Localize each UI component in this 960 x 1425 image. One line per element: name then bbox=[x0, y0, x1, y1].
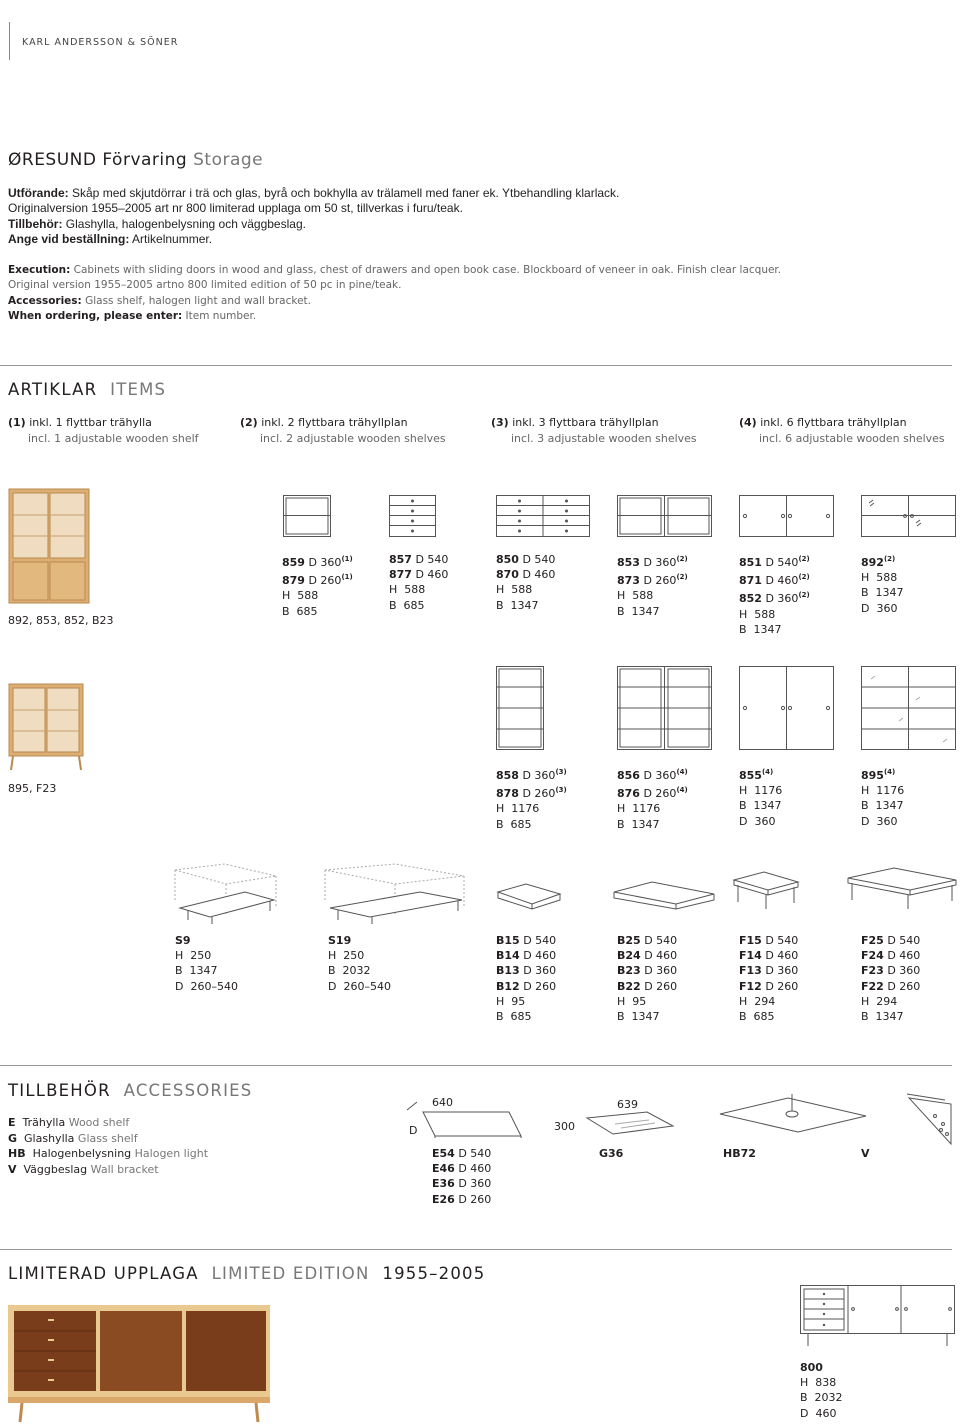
code-v bbox=[861, 1146, 870, 1161]
note-en: incl. 1 adjustable wooden shelf bbox=[28, 431, 199, 445]
spec-e: E54 D 540 E46 D 460 E36 D 360 E26 D 260 bbox=[432, 1147, 492, 1206]
accessories-heading-accent: ACCESSORIES bbox=[123, 1081, 253, 1100]
sv-label-ange: Ange vid beställning: bbox=[8, 232, 130, 247]
note-en: incl. 2 adjustable wooden shelves bbox=[260, 431, 446, 445]
code-hb72-label: HB72 bbox=[723, 1147, 756, 1160]
swedish-description bbox=[8, 186, 908, 248]
brand-name: KARL ANDERSSON & SÖNER bbox=[22, 37, 179, 48]
en-label-execution: Execution: bbox=[8, 264, 71, 276]
cabinet-856-drawing bbox=[617, 666, 712, 750]
en-text-2: Original version 1955–2005 artno 800 limited edition of 50 pc in pine/teak. bbox=[8, 279, 402, 292]
limited-heading-main: LIMITERAD UPPLAGA bbox=[8, 1264, 199, 1283]
code-v-label: V bbox=[861, 1147, 870, 1160]
note-1 bbox=[8, 415, 199, 446]
note-4 bbox=[739, 415, 945, 446]
legend-sv: Väggbeslag bbox=[23, 1162, 88, 1176]
accessories-legend bbox=[8, 1115, 208, 1177]
base-b25-drawing bbox=[612, 880, 716, 910]
legend-en: Halogen light bbox=[134, 1147, 209, 1160]
glass-cabinet-895-drawing bbox=[861, 666, 956, 750]
spec-f15-f12: F15 D 540 F14 D 460 F13 D 360 F12 D 260 H 294 B 685 bbox=[739, 934, 799, 1024]
spec-892: 892$^{(2)}$ H 588 B 1347 D 360 bbox=[861, 555, 904, 615]
spec-857-877: 857 D 540 877 D 460 H 588 B 685 bbox=[389, 553, 449, 612]
frame-f15-drawing bbox=[732, 868, 800, 910]
dim-640: 640 bbox=[432, 1096, 453, 1109]
section-rule bbox=[0, 1065, 952, 1066]
title-accent: Storage bbox=[193, 150, 264, 170]
spec-s9: S9 H 250 B 1347 D 260–540 bbox=[175, 934, 238, 993]
legend-sv: Halogenbelysning bbox=[32, 1147, 132, 1160]
dim-d: D bbox=[409, 1124, 418, 1137]
cabinet-855-drawing bbox=[739, 666, 834, 750]
limited-heading-years: 1955–2005 bbox=[382, 1264, 486, 1283]
en-text-3: Glass shelf, halogen light and wall bracket. bbox=[81, 294, 311, 307]
cabinet-895-photo bbox=[8, 683, 84, 771]
sv-text-4: Artikelnummer. bbox=[129, 232, 213, 247]
spec-850-870: 850 D 540 870 D 460 H 588 B 1347 bbox=[496, 553, 556, 612]
code-g36-label: G36 bbox=[599, 1147, 624, 1160]
section-rule bbox=[0, 365, 952, 366]
legend-item bbox=[8, 1115, 208, 1131]
spec-858-878: 858 D 360$^{(3)}$ 878 D 260$^{(3)}$ H 1176 B 685 bbox=[496, 768, 567, 831]
note-2 bbox=[240, 415, 446, 446]
dim-300: 300 bbox=[554, 1120, 575, 1133]
sv-label-tillbehor: Tillbehör: bbox=[8, 216, 63, 231]
dim-639: 639 bbox=[617, 1098, 638, 1111]
note-sv: inkl. 2 flyttbara trähyllplan bbox=[261, 416, 408, 429]
spec-851-871-852: 851 D 540$^{(2)}$ 871 D 460$^{(2)}$ 852 D 360$^{(2)}$ H 588 B 1347 bbox=[739, 555, 810, 636]
items-heading-main: ARTIKLAR bbox=[8, 380, 98, 399]
note-en: incl. 6 adjustable wooden shelves bbox=[759, 431, 945, 445]
legend-sv: Trähylla bbox=[22, 1116, 66, 1129]
en-text-4: Item number. bbox=[182, 310, 257, 323]
note-num: (2) bbox=[240, 416, 258, 429]
cabinet-853-drawing bbox=[617, 495, 712, 537]
spec-895: 895$^{(4)}$ H 1176 B 1347 D 360 bbox=[861, 768, 905, 828]
legend-code: E bbox=[8, 1116, 16, 1129]
note-num: (3) bbox=[491, 416, 509, 429]
items-heading bbox=[8, 380, 166, 399]
title-main: ØRESUND Förvaring bbox=[8, 150, 188, 170]
sideboard-800-drawing bbox=[800, 1285, 955, 1347]
sv-text-2: Originalversion 1955–2005 art nr 800 limiterad upplaga om 50 st, tillverkas i furu/teak. bbox=[8, 201, 463, 216]
legend-code: V bbox=[8, 1162, 17, 1176]
legend-en: Glass shelf bbox=[77, 1131, 138, 1145]
sv-label-utforande: Utförande: bbox=[8, 186, 69, 200]
limited-heading bbox=[8, 1264, 485, 1283]
en-label-ordering: When ordering, please enter: bbox=[8, 310, 183, 323]
accessories-heading bbox=[8, 1081, 252, 1100]
legend-en: Wood shelf bbox=[68, 1116, 130, 1129]
spec-853-873: 853 D 360$^{(2)}$ 873 D 260$^{(2)}$ H 588 B 1347 bbox=[617, 555, 688, 618]
section-rule bbox=[0, 1249, 952, 1250]
spec-b15-b12: B15 D 540 B14 D 460 B13 D 360 B12 D 260 H 95 B 685 bbox=[496, 934, 557, 1024]
bench-s9-drawing bbox=[170, 862, 282, 924]
english-description bbox=[8, 263, 908, 325]
en-label-accessories: Accessories: bbox=[8, 294, 82, 307]
legend-code: HB bbox=[8, 1147, 26, 1160]
spec-800: 800 H 838 B 2032 D 460 bbox=[800, 1361, 843, 1420]
cabinet-858-drawing bbox=[496, 666, 544, 750]
cabinet-851-drawing bbox=[739, 495, 834, 537]
legend-item bbox=[8, 1146, 208, 1162]
code-hb72 bbox=[723, 1146, 756, 1161]
legend-en: Wall bracket bbox=[90, 1162, 159, 1176]
note-num: (1) bbox=[8, 416, 26, 429]
en-text-1: Cabinets with sliding doors in wood and glass, chest of drawers and open book case. Blockboard of veneer in oak. Finish clear lacquer. bbox=[70, 264, 782, 276]
note-sv: inkl. 3 flyttbara trähyllplan bbox=[512, 416, 659, 429]
note-en: incl. 3 adjustable wooden shelves bbox=[511, 431, 697, 445]
accessories-heading-main: TILLBEHÖR bbox=[8, 1081, 111, 1100]
sv-text-1: Skåp med skjutdörrar i trä och glas, byrå och bokhylla av trälamell med faner ek. Ytbehandling klarlack. bbox=[68, 186, 620, 200]
photo-caption-1: 892, 853, 852, B23 bbox=[8, 614, 114, 627]
wall-bracket-drawing bbox=[905, 1090, 957, 1150]
note-3 bbox=[491, 415, 697, 446]
note-num: (4) bbox=[739, 416, 757, 429]
glass-cabinet-892-drawing bbox=[861, 495, 956, 537]
spec-856-876: 856 D 360$^{(4)}$ 876 D 260$^{(4)}$ H 1176 B 1347 bbox=[617, 768, 688, 831]
spec-b25-b22: B25 D 540 B24 D 460 B23 D 360 B22 D 260 H 95 B 1347 bbox=[617, 934, 678, 1024]
code-g36 bbox=[599, 1146, 623, 1161]
legend-sv: Glashylla bbox=[24, 1131, 75, 1145]
chest-857-drawing bbox=[389, 495, 436, 537]
bench-s19-drawing bbox=[320, 862, 468, 924]
legend-item bbox=[8, 1131, 208, 1147]
spec-s19: S19 H 250 B 2032 D 260–540 bbox=[328, 934, 391, 993]
spec-855: 855$^{(4)}$ H 1176 B 1347 D 360 bbox=[739, 768, 783, 828]
wood-shelf-drawing bbox=[405, 1098, 525, 1140]
glass-shelf-drawing bbox=[585, 1110, 675, 1140]
frame-f25-drawing bbox=[846, 866, 958, 910]
spec-f25-f22: F25 D 540 F24 D 460 F23 D 360 F22 D 260 H 294 B 1347 bbox=[861, 934, 921, 1024]
note-sv: inkl. 1 flyttbar trähylla bbox=[29, 416, 152, 429]
items-heading-accent: ITEMS bbox=[110, 380, 167, 399]
limited-heading-accent: LIMITED EDITION bbox=[211, 1264, 370, 1283]
bookcase-892-photo bbox=[8, 488, 90, 606]
cabinet-859-drawing bbox=[283, 495, 331, 537]
photo-caption-2: 895, F23 bbox=[8, 782, 57, 795]
spec-859-879: 859 D 360$^{(1)}$ 879 D 260$^{(1)}$ H 588 B 685 bbox=[282, 555, 353, 618]
sideboard-800-photo bbox=[8, 1305, 270, 1423]
legend-code: G bbox=[8, 1131, 18, 1145]
page-title bbox=[8, 150, 263, 170]
sv-text-3: Glashylla, halogenbelysning och väggbeslag. bbox=[62, 216, 306, 231]
base-b15-drawing bbox=[496, 882, 562, 910]
brand-divider bbox=[9, 22, 10, 60]
legend-item bbox=[8, 1162, 208, 1178]
halogen-light-drawing bbox=[718, 1092, 868, 1138]
chest-850-drawing bbox=[496, 495, 590, 537]
note-sv: inkl. 6 flyttbara trähyllplan bbox=[760, 416, 907, 429]
